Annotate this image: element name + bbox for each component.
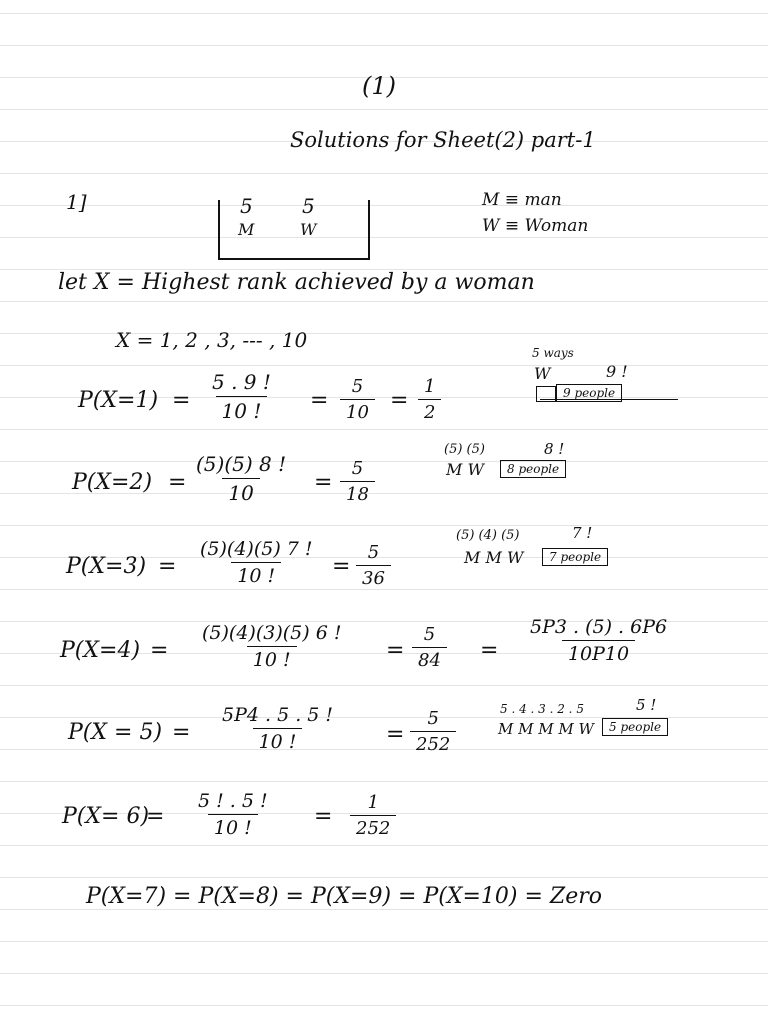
page-number: (1) bbox=[362, 72, 396, 100]
eq1-note-fact: 9 ! bbox=[606, 362, 628, 381]
eq1-result-fraction bbox=[418, 376, 441, 423]
eq4-result-numerator: 5 bbox=[423, 624, 436, 645]
eq4-equals-2: = bbox=[386, 638, 405, 663]
eq5-note-box: 5 people bbox=[602, 718, 668, 736]
eq1-equals-1: = bbox=[172, 388, 191, 413]
eq3-result-denominator: 36 bbox=[356, 565, 391, 589]
eq5-result-denominator: 252 bbox=[410, 731, 456, 755]
eq2-equals-1: = bbox=[168, 470, 187, 495]
eq5-fraction bbox=[216, 704, 339, 753]
eq6-fraction bbox=[192, 790, 274, 839]
eq4-equals-3: = bbox=[480, 638, 499, 663]
eq4-perm-numerator: 5P3 . (5) . 6P6 bbox=[530, 616, 668, 638]
eq1-note-underline bbox=[540, 399, 678, 400]
eq4-denominator: 10 ! bbox=[247, 646, 297, 671]
eq6-result-denominator: 252 bbox=[350, 815, 396, 839]
eq4-numerator: (5)(4)(3)(5) 6 ! bbox=[202, 622, 342, 644]
label-men: M bbox=[238, 220, 255, 239]
eq3-denominator: 10 ! bbox=[231, 562, 281, 587]
eq1-fraction bbox=[206, 370, 277, 423]
eq4-lhs: P(X=4) bbox=[60, 638, 141, 663]
eq3-numerator: (5)(4)(5) 7 ! bbox=[200, 538, 313, 560]
range-line: X = 1, 2 , 3, --- , 10 bbox=[116, 328, 308, 352]
eq6-lhs: P(X= 6) bbox=[62, 804, 150, 829]
eq3-note-box: 7 people bbox=[542, 548, 608, 566]
final-line: P(X=7) = P(X=8) = P(X=9) = P(X=10) = Zero bbox=[86, 884, 602, 909]
eq4-perm-fraction bbox=[524, 616, 673, 665]
eq4-equals-1: = bbox=[150, 638, 169, 663]
legend-women: W ≡ Woman bbox=[482, 216, 589, 236]
eq1-lhs: P(X=1) bbox=[78, 388, 159, 413]
eq5-result-fraction bbox=[410, 708, 456, 755]
label-women: W bbox=[300, 220, 317, 239]
eq2-denominator: 10 bbox=[222, 478, 259, 505]
eq5-denominator: 10 ! bbox=[253, 728, 303, 753]
eq5-equals-2: = bbox=[386, 722, 405, 747]
eq2-numerator: (5)(5) 8 ! bbox=[196, 452, 287, 476]
eq5-result-numerator: 5 bbox=[427, 708, 439, 729]
eq3-lhs: P(X=3) bbox=[66, 554, 147, 579]
definition-line: let X = Highest rank achieved by a woman bbox=[58, 270, 535, 295]
eq2-result-denominator: 18 bbox=[340, 481, 375, 505]
eq5-numerator: 5P4 . 5 . 5 ! bbox=[222, 704, 334, 726]
eq6-equals-2: = bbox=[314, 804, 333, 829]
problem-label: 1] bbox=[66, 190, 87, 214]
page-title: Solutions for Sheet(2) part-1 bbox=[290, 128, 596, 152]
eq2-note-fact: 8 ! bbox=[544, 440, 565, 458]
eq6-equals-1: = bbox=[146, 804, 165, 829]
eq5-lhs: P(X = 5) bbox=[68, 720, 163, 745]
eq1-mid-fraction bbox=[340, 376, 375, 423]
eq1-numerator: 5 . 9 ! bbox=[212, 370, 271, 394]
eq4-result-fraction bbox=[412, 624, 447, 671]
eq2-result-numerator: 5 bbox=[351, 458, 364, 479]
eq5-note-fact: 5 ! bbox=[636, 696, 657, 714]
eq6-result-fraction bbox=[350, 792, 396, 839]
eq5-equals-1: = bbox=[172, 720, 191, 745]
eq4-fraction bbox=[196, 622, 347, 671]
eq4-perm-denominator: 10P10 bbox=[562, 640, 635, 665]
eq1-equals-3: = bbox=[390, 388, 409, 413]
eq1-note-w: W bbox=[534, 364, 551, 383]
eq3-note-counts: (5) (4) (5) bbox=[456, 528, 520, 543]
eq1-denominator: 10 ! bbox=[216, 396, 268, 423]
eq6-denominator: 10 ! bbox=[208, 814, 258, 839]
eq2-result-fraction bbox=[340, 458, 375, 505]
eq6-result-numerator: 1 bbox=[367, 792, 379, 813]
eq1-note-box: 9 people bbox=[556, 384, 622, 402]
eq2-note-counts: (5) (5) bbox=[444, 442, 485, 457]
eq1-mid-numerator: 5 bbox=[351, 376, 364, 397]
eq3-fraction bbox=[194, 538, 319, 587]
eq4-result-denominator: 84 bbox=[412, 647, 447, 671]
count-men: 5 bbox=[240, 194, 253, 218]
eq1-mid-denominator: 10 bbox=[340, 399, 375, 423]
eq1-result-numerator: 1 bbox=[424, 376, 436, 397]
eq3-note-letters: M M W bbox=[464, 548, 524, 567]
eq3-equals-2: = bbox=[332, 554, 351, 579]
eq2-equals-2: = bbox=[314, 470, 333, 495]
eq3-result-fraction bbox=[356, 542, 391, 589]
eq3-result-numerator: 5 bbox=[367, 542, 380, 563]
eq6-numerator: 5 ! . 5 ! bbox=[198, 790, 268, 812]
legend-men: M ≡ man bbox=[482, 190, 562, 210]
count-women: 5 bbox=[302, 194, 315, 218]
eq3-equals-1: = bbox=[158, 554, 177, 579]
eq5-note-counts: 5 . 4 . 3 . 2 . 5 bbox=[500, 702, 584, 716]
eq3-note-fact: 7 ! bbox=[572, 524, 593, 542]
eq5-note-letters: M M M M W bbox=[498, 720, 594, 738]
eq2-fraction bbox=[190, 452, 292, 505]
eq2-lhs: P(X=2) bbox=[72, 470, 153, 495]
eq1-note-ways: 5 ways bbox=[532, 346, 574, 360]
eq1-equals-2: = bbox=[310, 388, 329, 413]
eq1-result-denominator: 2 bbox=[418, 399, 441, 423]
eq2-note-box: 8 people bbox=[500, 460, 566, 478]
eq2-note-letters: M W bbox=[446, 460, 484, 479]
